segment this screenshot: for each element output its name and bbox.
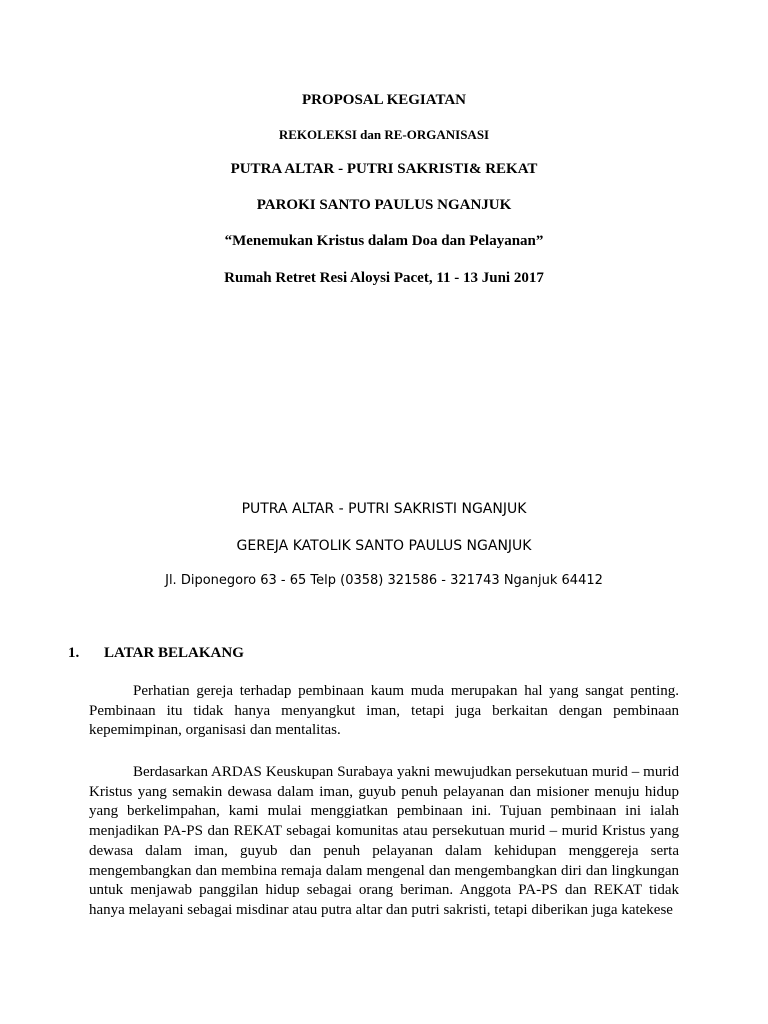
section-number: 1. bbox=[68, 645, 80, 661]
proposal-subtitle: REKOLEKSI dan RE-ORGANISASI bbox=[278, 127, 490, 142]
paragraph-2: Berdasarkan ARDAS Keuskupan Surabaya yakni mewujudkan persekutuan murid – murid Kristus yang semakin dewasa dalam iman, guyub penuh pelayanan dan misioner menuju hidup yang berkelimpahan, kami mulai menggiatkan pembinaan ini. Tujuan pembinaan ini ialah menjadikan PA-PS dan REKAT sebagai komunitas atau persekutuan murid – murid Kristus yang dewasa dalam iman, guyub dan penuh pelayanan dalam kehidupan menggereja serta mengembangkan dan membina remaja dalam mengenal dan mengembangkan diri dan lingkungan untuk menjawab panggilan hidup sebagai orang beriman. Anggota PA-PS dan REKAT tidak hanya melayani sebagai misdinar atau putra altar dan putri sakristi, tetapi diberikan juga katekese bbox=[89, 764, 679, 918]
parish-name: PAROKI SANTO PAULUS NGANJUK bbox=[256, 197, 512, 213]
letterhead-address: Jl. Diponegoro 63 - 65 Telp (0358) 321586 - 321743 Nganjuk 64412 bbox=[165, 573, 603, 588]
letterhead-church: GEREJA KATOLIK SANTO PAULUS NGANJUK bbox=[236, 538, 532, 554]
paragraph-1: Perhatian gereja terhadap pembinaan kaum muda merupakan hal yang sangat penting. Pembinaan itu tidak hanya menyangkut iman, tetapi juga berkaitan dengan pembinaan kepemimpinan, organisasi dan mentalitas. bbox=[89, 683, 679, 739]
venue-date: Rumah Retret Resi Aloysi Pacet, 11 - 13 Juni 2017 bbox=[224, 270, 544, 286]
proposal-title: PROPOSAL KEGIATAN bbox=[301, 92, 467, 108]
section-title: LATAR BELAKANG bbox=[104, 645, 244, 661]
section-heading bbox=[68, 645, 244, 662]
group-name: PUTRA ALTAR - PUTRI SAKRISTI& REKAT bbox=[230, 161, 538, 177]
letterhead-org: PUTRA ALTAR - PUTRI SAKRISTI NGANJUK bbox=[241, 501, 527, 517]
theme-quote: “Menemukan Kristus dalam Doa dan Pelayanan” bbox=[224, 233, 544, 249]
